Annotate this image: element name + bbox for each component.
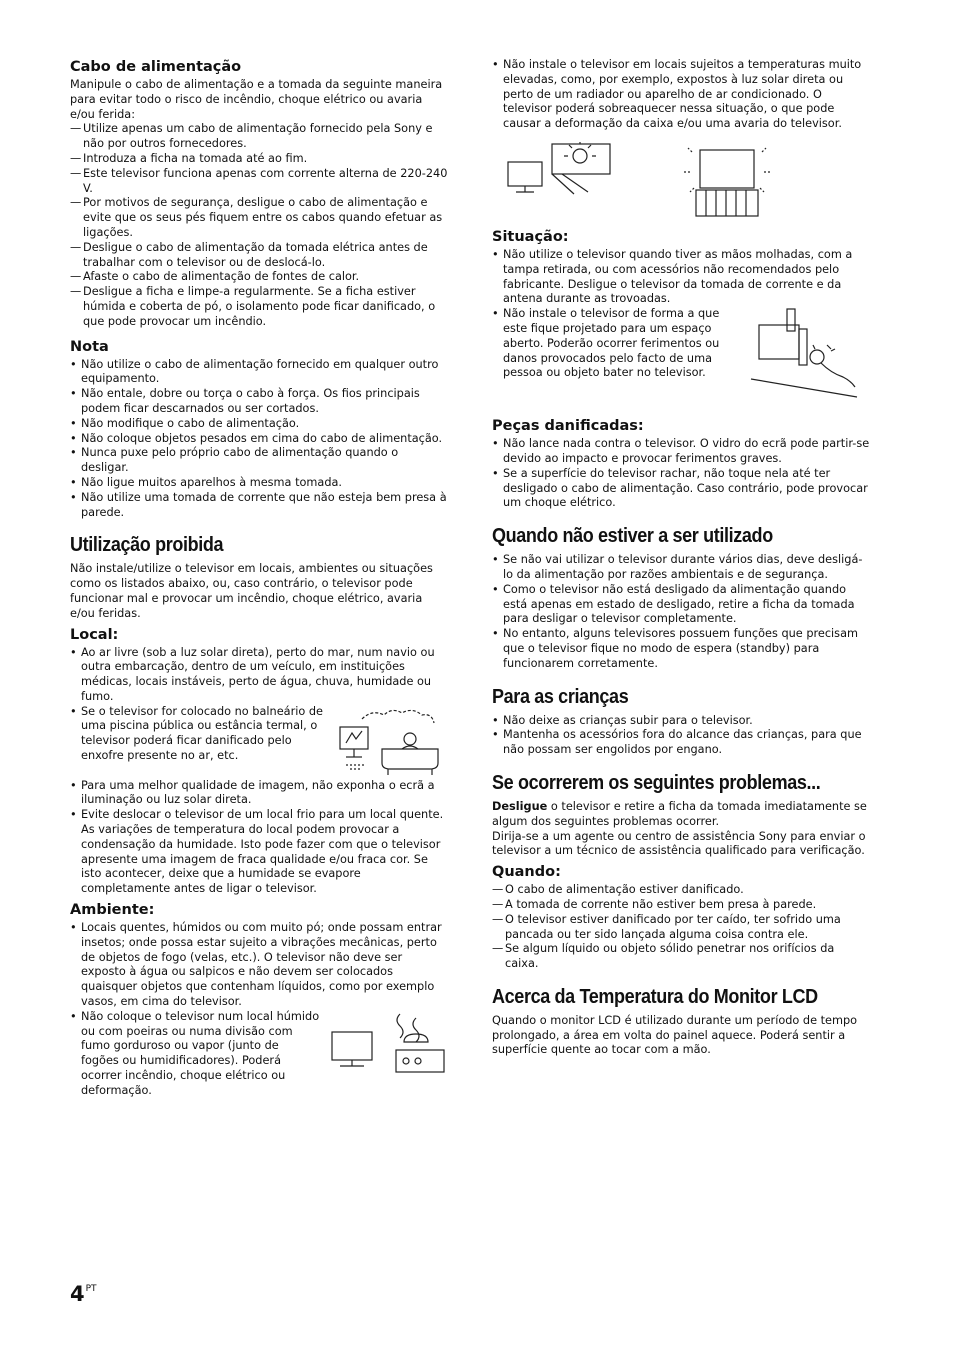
children-list (492, 714, 870, 758)
list-item (492, 307, 870, 399)
problems-para2: Dirija-se a um agente ou centro de assistência Sony para enviar o televisor a um técnico de assistência qualificado para verificação. (492, 829, 866, 858)
list-item: • Não instale o televisor em locais sujeitos a temperaturas muito elevadas, como, por exemplo, expostos à luz solar direta ou perto de um radiador ou aparelho de ar condicionado. O televisor poderá sobreaquecer nessa situação, o que pode causar a deformação da caixa e/ou uma avaria do televisor. (492, 58, 870, 132)
list-item: • Locais quentes, húmidos ou com muito pó; onde possam entrar insetos; onde possa estar sujeito a vibrações mecânicas, perto de objetos de fogo (velas, etc.). O televisor não deve ser exposto à água ou salpicos e não devem ser colocados quaisquer objetos que contenham líquidos, como por exemplo vasos, em cima do televisor. (70, 921, 448, 1010)
situation-list (492, 248, 870, 399)
note-heading: Nota (70, 338, 109, 355)
damaged-parts-heading: Peças danificadas: (492, 418, 644, 435)
language-code: PT (85, 1284, 97, 1294)
list-item: • Não entale, dobre ou torça o cabo à força. Os fios principais podem ficar descarnados ou ser cortados. (70, 387, 448, 417)
problems-heading: Se ocorrerem os seguintes problemas... (492, 771, 821, 794)
temperature-list (492, 58, 870, 132)
list-item: • Não ligue muitos aparelhos à mesma tomada. (70, 476, 448, 491)
environment-list (70, 921, 448, 1099)
list-item (70, 705, 448, 779)
page-number (70, 1282, 97, 1306)
list-item: • Não lance nada contra o televisor. O vidro do ecrã pode partir-se devido ao impacto e provocar ferimentos graves. (492, 437, 870, 467)
list-item: — O televisor estiver danificado por ter caído, ter sofrido uma pancada ou ter sido lançada alguma coisa contra ele. (492, 913, 870, 943)
list-item-text: • Não coloque o televisor num local húmido ou com poeiras ou numa divisão com fumo gorduroso ou vapor (junto de fogões ou humidificadores). Poderá ocorrer incêndio, choque elétrico ou deformação. (81, 1009, 320, 1097)
list-item: • Não deixe as crianças subir para o televisor. (492, 714, 870, 729)
list-item: — Utilize apenas um cabo de alimentação fornecido pela Sony e não por outros fornecedores. (70, 122, 448, 152)
list-item: • Mantenha os acessórios fora do alcance das crianças, para que não possam ser engolidos por engano. (492, 728, 870, 758)
radiator-tv-illustration-icon (682, 142, 772, 218)
list-item: — A tomada de corrente não estiver bem presa à parede. (492, 898, 870, 913)
problems-lead-rest: o televisor e retire a ficha da tomada imediatamente se algum dos seguintes problemas ocorrer. (492, 799, 867, 828)
list-item: • Evite deslocar o televisor de um local frio para um local quente. As variações de temperatura do local podem provocar a condensação da humidade. Isto pode fazer com que o televisor apresente uma imagem de fraca qualidade e/ou fraca cor. Se isto acontecer, deixe que a humidade se evapore completamente antes de ligar o televisor. (70, 808, 448, 897)
problems-lead-bold: Desligue (492, 799, 548, 813)
when-list (492, 883, 870, 972)
kitchen-steam-tv-illustration-icon (326, 1010, 448, 1076)
prohibited-use-intro: Não instale/utilize o televisor em locais, ambientes ou situações como os listados abaixo, ou, caso contrário, o televisor pode funcionar mal e provocar um incêndio, choque elétrico, avaria e/ou feridas. (70, 562, 433, 620)
wall-mounted-tv-collision-illustration-icon (747, 307, 861, 399)
list-item: — Afaste o cabo de alimentação de fontes de calor. (70, 270, 448, 285)
list-item: • Não utilize o televisor quando tiver as mãos molhadas, com a tampa retirada, ou com acessórios não recomendados pelo fabricante. Desligue o televisor da tomada de corrente e da antena durante as trovoadas. (492, 248, 870, 307)
bath-tv-illustration-icon (332, 705, 448, 779)
right-column (492, 58, 870, 1058)
list-item: • Se a superfície do televisor rachar, não toque nela até ter desligado o cabo de alimentação. Caso contrário, pode provocar um choque elétrico. (492, 467, 870, 511)
list-item: — Introduza a ficha na tomada até ao fim. (70, 152, 448, 167)
list-item: • No entanto, alguns televisores possuem funções que precisam que o televisor fique no modo de espera (standby) para funcionarem corretamente. (492, 627, 870, 671)
list-item: • Nunca puxe pelo próprio cabo de alimentação quando o desligar. (70, 446, 448, 476)
damaged-parts-list (492, 437, 870, 511)
list-item: — Por motivos de segurança, desligue o cabo de alimentação e evite que os seus pés fiquem entre os cabos quando efetuar as ligações. (70, 196, 448, 240)
prohibited-use-heading: Utilização proibida (70, 534, 224, 557)
environment-heading: Ambiente: (70, 902, 155, 919)
location-heading: Local: (70, 626, 119, 643)
list-item: — Desligue o cabo de alimentação da tomada elétrica antes de trabalhar com o televisor ou de deslocá-lo. (70, 241, 448, 271)
list-item: • Não utilize o cabo de alimentação fornecido em qualquer outro equipamento. (70, 358, 448, 388)
power-cord-list (70, 122, 448, 329)
list-item: • Se não vai utilizar o televisor durante vários dias, deve desligá-lo da alimentação por razões ambientais e de segurança. (492, 553, 870, 583)
list-item: — O cabo de alimentação estiver danificado. (492, 883, 870, 898)
left-column (70, 58, 448, 1099)
list-item: — Este televisor funciona apenas com corrente alterna de 220-240 V. (70, 167, 448, 197)
list-item (70, 1010, 448, 1099)
problems-intro (492, 800, 870, 830)
sunlight-tv-illustration-icon (502, 142, 612, 198)
list-item: • Não coloque objetos pesados em cima do cabo de alimentação. (70, 432, 448, 447)
power-cord-heading: Cabo de alimentação (70, 59, 242, 75)
lcd-temperature-text: Quando o monitor LCD é utilizado durante um período de tempo prolongado, a área em volta do painel aquece. Poderá sentir a superfície quente ao tocar com a mão. (492, 1013, 858, 1057)
list-item: — Se algum líquido ou objeto sólido penetrar nos orifícios da caixa. (492, 942, 870, 972)
list-item: — Desligue a ficha e limpe-a regularmente. Se a ficha estiver húmida e coberta de pó, o isolamento pode ficar danificado, o que pode provocar um incêndio. (70, 285, 448, 329)
list-item: • Como o televisor não está desligado da alimentação quando está apenas em estado de desligado, retire a ficha da tomada para desligar o televisor completamente. (492, 583, 870, 627)
list-item-text: • Não instale o televisor de forma a que este fique projetado para um espaço aberto. Poderão ocorrer ferimentos ou danos provocados pelo facto de uma pessoa ou objeto bater no televisor. (503, 307, 720, 380)
not-in-use-heading: Quando não estiver a ser utilizado (492, 525, 773, 548)
list-item: • Para uma melhor qualidade de imagem, não exponha o ecrã a iluminação ou luz solar direta. (70, 779, 448, 809)
list-item: • Não utilize uma tomada de corrente que não esteja bem presa à parede. (70, 491, 448, 521)
note-list (70, 358, 448, 521)
not-in-use-list (492, 553, 870, 671)
lcd-temperature-heading: Acerca da Temperatura do Monitor LCD (492, 985, 818, 1008)
power-cord-intro: Manipule o cabo de alimentação e a tomada da seguinte maneira para evitar todo o risco de incêndio, choque elétrico ou avaria e/ou ferida: (70, 78, 443, 121)
list-item: • Ao ar livre (sob a luz solar direta), perto do mar, num navio ou outra embarcação, dentro de um veículo, em instituições médicas, locais instáveis, perto de água, chuva, humidade ou fumo. (70, 646, 448, 705)
children-heading: Para as crianças (492, 685, 629, 708)
when-heading: Quando: (492, 864, 561, 881)
heat-illustrations (502, 142, 772, 218)
list-item-text: • Se o televisor for colocado no balneário de uma piscina pública ou estância termal, o televisor poderá ficar danificado pelo enxofre presente no ar, etc. (81, 704, 323, 763)
list-item: • Não modifique o cabo de alimentação. (70, 417, 448, 432)
situation-heading: Situação: (492, 228, 569, 245)
location-list (70, 646, 448, 898)
page-number-value: 4 (70, 1282, 85, 1306)
